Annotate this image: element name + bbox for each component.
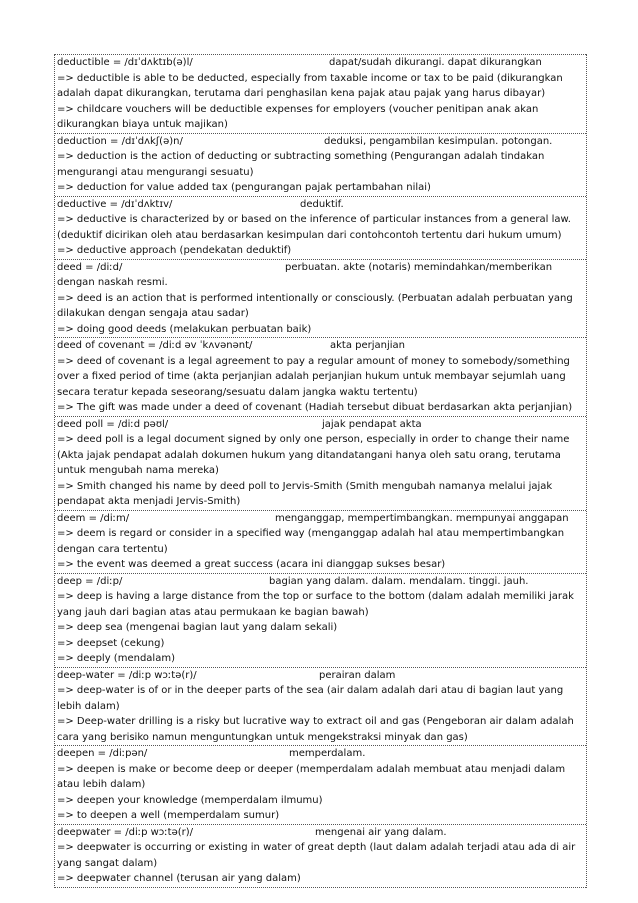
entry-header xyxy=(57,746,584,762)
definition-line: => deepwater is occurring or existing in water of great depth (laut dalam adalah terjadi atau ada di air yang sangat dalam) xyxy=(57,842,576,869)
meaning: jajak pendapat akta xyxy=(322,418,422,430)
meaning: memperdalam. xyxy=(289,748,366,759)
entry-header xyxy=(57,574,584,590)
entry-deed-poll xyxy=(55,416,586,510)
entry-deep xyxy=(55,573,586,667)
entry-header xyxy=(57,197,584,213)
meaning: perairan dalam xyxy=(319,669,396,681)
meaning: mengenai air yang dalam. xyxy=(315,826,447,838)
entry-header xyxy=(57,260,584,291)
entry-header xyxy=(57,55,584,71)
example-line: => The gift was made under a deed of covenant (Hadiah tersebut dibuat berdasarkan akta perjanjian) xyxy=(57,402,573,413)
entry-header xyxy=(57,668,584,684)
meaning: bagian yang dalam. dalam. mendalam. tinggi. jauh. xyxy=(269,575,529,587)
meaning: dapat/sudah dikurangi. dapat dikurangkan xyxy=(329,57,542,68)
headword: deem = /diːm/ xyxy=(57,512,130,524)
definition-line: => deductive is characterized by or based on the inference of particular instances from a general law. (deduktif dicirikan oleh atau berdasarkan kesimpulan dari contohcontoh tertentu dari hukum umum) xyxy=(57,214,571,241)
example-line: => doing good deeds (melakukan perbuatan baik) xyxy=(57,323,312,335)
entry-deductible xyxy=(55,54,586,133)
example-line: => deepset (cekung) xyxy=(57,637,165,649)
entry-header xyxy=(57,134,584,150)
headword: deed of covenant = /diːd əv ˈkʌvənənt/ xyxy=(57,340,253,351)
example-line: => Deep-water drilling is a risky but lucrative way to extract oil and gas (Pengeboran air dalam adalah cara yang berisiko namun menguntungkan untuk mengekstraksi minyak dan gas) xyxy=(57,716,574,743)
example-line: => childcare vouchers will be deductible expenses for employers (voucher penitipan anak akan dikurangkan biaya untuk majikan) xyxy=(57,103,539,130)
definition-line: => deem is regard or consider in a specified way (menganggap adalah hal atau mempertimbangkan dengan cara tertentu) xyxy=(57,528,565,555)
definition-line: => deed poll is a legal document signed by only one person, especially in order to change their name (Akta jajak pendapat adalah dokumen hukum yang ditandatangani hanya oleh satu orang, terutama untuk mengubah nama mereka) xyxy=(57,434,570,476)
entry-deepen xyxy=(55,745,586,824)
dictionary-page xyxy=(54,54,587,888)
definition-line: => deductible is able to be deducted, especially from taxable income or tax to be paid (dikurangkan adalah dapat dikurangkan, terutama dari penghasilan kena pajak atau pajak yang harus dibayar) xyxy=(57,72,563,99)
headword: deductive = /dɪˈdʌktɪv/ xyxy=(57,198,173,210)
meaning: perbuatan. akte (notaris) memindahkan/memberikan dengan naskah resmi. xyxy=(57,261,553,288)
example-line: => deep sea (mengenai bagian laut yang dalam sekali) xyxy=(57,622,338,633)
entry-header xyxy=(57,825,584,841)
example-line: => deductive approach (pendekatan deduktif) xyxy=(57,245,292,256)
entry-deep-water xyxy=(55,667,586,746)
example-line: => deeply (mendalam) xyxy=(57,653,175,664)
example-line: => deepen your knowledge (memperdalam ilmumu) xyxy=(57,794,323,806)
example-line: => to deepen a well (memperdalam sumur) xyxy=(57,810,280,821)
entry-header xyxy=(57,338,584,354)
headword: deduction = /dɪˈdʌkʃ(ə)n/ xyxy=(57,135,183,147)
headword: deed poll = /diːd pəʊl/ xyxy=(57,418,169,430)
entry-deem xyxy=(55,510,586,573)
entry-header xyxy=(57,417,584,433)
entry-deductive xyxy=(55,196,586,259)
definition-line: => deep is having a large distance from the top or surface to the bottom (dalam adalah memiliki jarak yang jauh dari bagian atas atau permukaan ke bagian bawah) xyxy=(57,591,574,618)
definition-line: => deduction is the action of deducting or subtracting something (Pengurangan adalah tindakan mengurangi atau mengurangi sesuatu) xyxy=(57,151,545,178)
headword: deepen = /diːpən/ xyxy=(57,748,148,759)
definition-line: => deed is an action that is performed intentionally or consciously. (Perbuatan adalah perbuatan yang dilakukan dengan sengaja atau sadar) xyxy=(57,292,573,319)
headword: deep = /diːp/ xyxy=(57,575,123,587)
entry-deed xyxy=(55,259,586,338)
headword: deepwater = /diːp wɔːtə(r)/ xyxy=(57,826,194,838)
entry-deed-of-covenant xyxy=(55,337,586,416)
meaning: menganggap, mempertimbangkan. mempunyai anggapan xyxy=(275,512,569,524)
entry-deepwater xyxy=(55,824,586,888)
entry-deduction xyxy=(55,133,586,196)
headword: deep-water = /diːp wɔːtə(r)/ xyxy=(57,669,197,681)
meaning: akta perjanjian xyxy=(330,340,406,351)
example-line: => the event was deemed a great success (acara ini dianggap sukses besar) xyxy=(57,559,446,570)
meaning: deduktif. xyxy=(300,198,344,210)
example-line: => Smith changed his name by deed poll to Jervis-Smith (Smith mengubah namanya melalui jajak pendapat akta menjadi Jervis-Smith) xyxy=(57,480,553,507)
example-line: => deepwater channel (terusan air yang dalam) xyxy=(57,873,301,884)
meaning: deduksi, pengambilan kesimpulan. potongan. xyxy=(324,135,553,147)
definition-line: => deed of covenant is a legal agreement to pay a regular amount of money to somebody/something over a fixed period of time (akta perjanjian adalah perjanjian hukum untuk membayar sejumlah uang secara teratur kepada seseorang/sesuatu dalam jangka waktu tertentu) xyxy=(57,355,570,398)
definition-line: => deep-water is of or in the deeper parts of the sea (air dalam adalah dari atau di bagian laut yang lebih dalam) xyxy=(57,685,564,712)
definition-line: => deepen is make or become deep or deeper (memperdalam adalah membuat atau menjadi dalam atau lebih dalam) xyxy=(57,763,566,790)
entry-header xyxy=(57,511,584,527)
headword: deed = /diːd/ xyxy=(57,261,123,273)
headword: deductible = /dɪˈdʌktɪb(ə)l/ xyxy=(57,57,193,68)
example-line: => deduction for value added tax (pengurangan pajak pertambahan nilai) xyxy=(57,182,431,193)
